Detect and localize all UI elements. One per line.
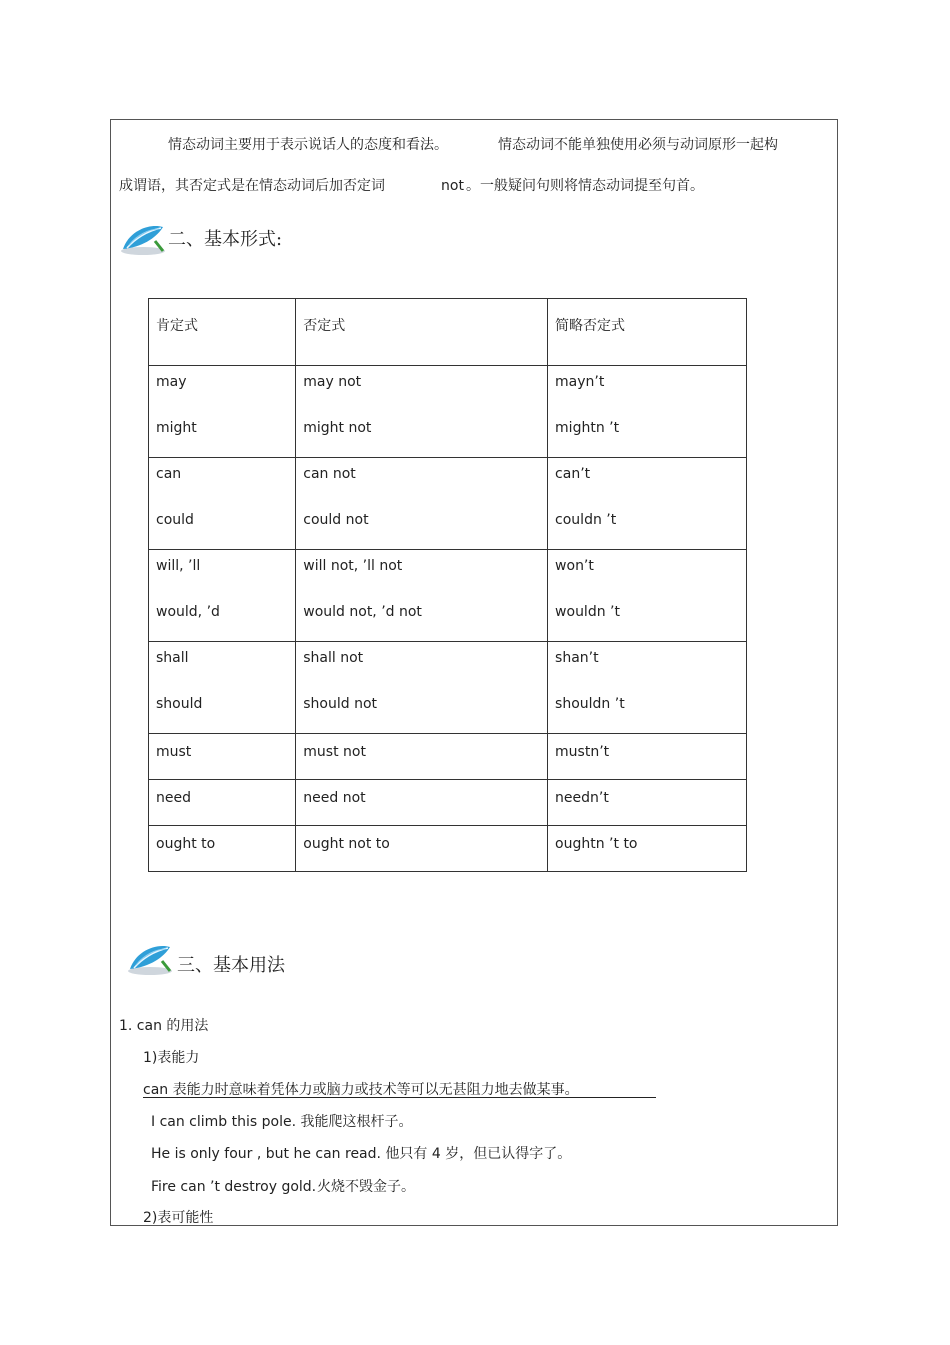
cell-text: may [156,374,187,390]
cell-text: can’t [555,466,591,482]
table-cell [149,780,296,826]
table-cell [296,734,548,780]
cell-text: ought not to [303,836,390,852]
header-cell [548,299,747,366]
feather-icon [126,941,174,977]
table-cell [548,826,747,872]
intro-text-1a: 情态动词主要用于表示说话人的态度和看法。 [168,137,448,153]
cell-text: need not [303,790,366,806]
cell-text: shall [156,650,189,666]
intro-text-1b: 情态动词不能单独使用必须与动词原形一起构 [498,137,778,153]
table-cell [149,366,296,458]
cell-text: shouldn ’t [555,696,625,712]
feather-icon [119,221,167,257]
cell-text: couldn ’t [555,512,617,528]
cell-text: will, ’ll [156,558,201,574]
table-cell [149,642,296,734]
cell-text: might not [303,420,372,436]
cell-text: can not [303,466,356,482]
cell-text: mustn’t [555,744,610,760]
cell-text: must not [303,744,366,760]
header-negative: 否定式 [303,318,346,334]
cell-text: should not [303,696,378,712]
table-cell [296,550,548,642]
example-3-zh: 火烧不毁金子。 [317,1179,415,1195]
cell-text: oughtn ’t to [555,836,638,852]
example-3-en: Fire can ’t destroy gold. [151,1179,317,1195]
cell-text: should [156,696,203,712]
usage-sub-1: 1)表能力 [143,1050,200,1066]
table-cell [548,366,747,458]
header-cell [296,299,548,366]
header-cell [149,299,296,366]
example-1: I can climb this pole. 我能爬这根杆子。 [151,1114,413,1130]
cell-text: mayn’t [555,374,605,390]
cell-text: would not, ’d not [303,604,422,620]
cell-text: ought to [156,836,216,852]
table-row [149,550,747,642]
cell-text: needn’t [555,790,609,806]
header-contracted: 简略否定式 [555,318,626,334]
cell-text: won’t [555,558,594,574]
usage-item-1: 1. can 的用法 [119,1018,209,1034]
section2-title: 二、基本形式: [168,229,283,250]
cell-text: shall not [303,650,364,666]
example-2: He is only four , but he can read. 他只有 4 岁，但已认得字了。 [151,1146,572,1162]
table-header-row [149,299,747,366]
table-cell [296,642,548,734]
cell-text: may not [303,374,362,390]
table-cell [149,458,296,550]
intro-text-2a: 成谓语，其否定式是在情态动词后加否定词 [119,178,385,194]
table-row [149,780,747,826]
modal-forms-table [148,298,747,872]
cell-text: wouldn ’t [555,604,620,620]
table-cell [548,734,747,780]
cell-text: might [156,420,197,436]
cell-text: will not, ’ll not [303,558,403,574]
cell-text: could not [303,512,369,528]
cell-text: mightn ’t [555,420,620,436]
table-row [149,458,747,550]
cell-text: must [156,744,192,760]
table-cell [296,366,548,458]
table-cell [149,734,296,780]
intro-text-2c: 。一般疑问句则将情态动词提至句首。 [466,178,704,194]
table-row [149,366,747,458]
cell-text: would, ’d [156,604,220,620]
cell-text: need [156,790,191,806]
usage-sub-2: 2)表可能性 [143,1210,214,1226]
table-cell [149,826,296,872]
table-cell [548,458,747,550]
header-affirmative: 肯定式 [156,318,198,334]
cell-text: can [156,466,182,482]
table-row [149,826,747,872]
cell-text: shan’t [555,650,599,666]
table-row [149,734,747,780]
section3-title: 三、基本用法 [177,955,285,976]
cell-text: could [156,512,194,528]
table-cell [548,642,747,734]
table-cell [548,550,747,642]
intro-text-2b: not [441,178,464,194]
table-row [149,642,747,734]
table-cell [149,550,296,642]
table-cell [296,780,548,826]
note-underline [143,1097,656,1098]
usage-note: can 表能力时意味着凭体力或脑力或技术等可以无甚阻力地去做某事。 [143,1082,579,1098]
table-cell [548,780,747,826]
table-cell [296,458,548,550]
table-cell [296,826,548,872]
